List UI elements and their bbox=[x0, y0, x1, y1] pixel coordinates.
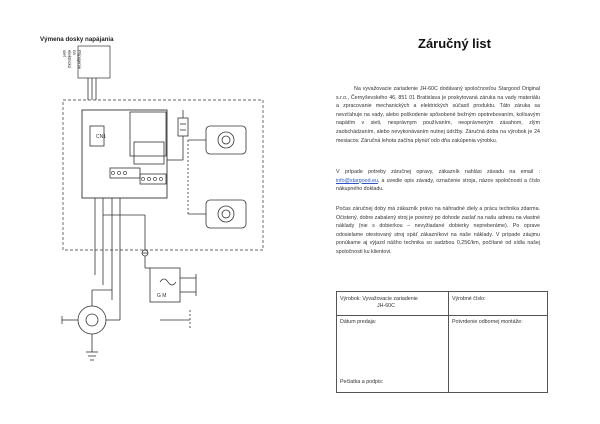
product-label: Výrobok: Vyvažovacie zariadenie bbox=[340, 296, 418, 302]
warranty-paragraph-3: Počas záručnej doby má zákazník právo na náhradné diely a prácu technika zdarma. Očistený, dobre zabalený stroj je povinný po dohode zaslať na našu adresu na vlastné náklady (nie s dobierkou – nevyžiadané dobierky nepreberáme). Po oprave odosielame otestovaný stroj späť zákazníkovi na naše náklady. V prípade záujmu ponúkame aj výjazd nášho technika so sadzbou 0,25€/km, počítané od sídla našej spoločnosti ku klientovi. bbox=[336, 206, 540, 255]
power-board bbox=[82, 110, 167, 198]
motor-label: G M bbox=[157, 293, 167, 299]
warranty-paragraph-1: Na vyvažovacie zariadenie JH-60C dodávaný spoločnosťou Stargood Original s.r.o., Černyševského 46, 851 01 Bratislava je poskytovaná záruka na vady materiálu a zpracovanie mechanických a elektrických súčastí produktu. Táto záruka sa nevzťahuje na vady, alebo poškodenie spôsobené bežným opotrebovaním, kolísavým napätím v sieti, nesprávnym používaním, neoprávneným zásahom, zlým zaobchádzaním, alebo nevykonávaním nutnej údržby. Záručná doba na výrobok je 24 mesiacov. Záručná lehota začína plynúť odo dňa zakúpenia výrobku. bbox=[336, 86, 540, 144]
power-label-box bbox=[78, 46, 110, 78]
support-email-link[interactable]: info@stargood.eu bbox=[336, 177, 378, 184]
warranty-title: Záručný list bbox=[418, 36, 491, 51]
warranty-form-table bbox=[336, 291, 548, 393]
power-connection-label: Pripojenie na elektrickú sieť bbox=[62, 50, 82, 70]
stamp-signature-label: Pečiatka a podpis: bbox=[340, 379, 384, 385]
serial-number-label: Výrobné číslo: bbox=[452, 296, 486, 302]
product-model: JH-60C bbox=[377, 303, 395, 309]
cn1-label: CN1 bbox=[96, 134, 107, 140]
enclosure-dashed bbox=[63, 100, 263, 250]
diagram-title: Výmena dosky napájania bbox=[40, 36, 114, 43]
switch-pulley bbox=[78, 306, 106, 334]
sale-date-label: Dátum predaja: bbox=[340, 319, 377, 325]
installation-confirmation-label: Potvrdenie odbornej montáže: bbox=[452, 319, 523, 325]
warranty-paragraph-2: V prípade potreby záručnej opravy, zákazník nahlási závadu na email : info@stargood.eu, a uvedie opis závady, označenie stroja, názov spoločnosti a číslo nákupného dokladu. bbox=[336, 169, 540, 193]
